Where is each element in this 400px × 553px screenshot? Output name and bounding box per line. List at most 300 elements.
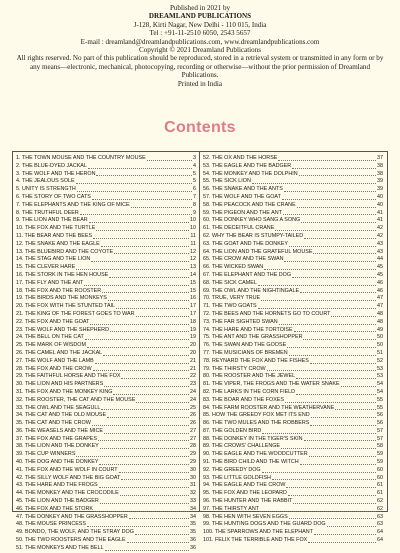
toc-entry-page: 21 xyxy=(190,357,196,364)
toc-leader-dots xyxy=(84,284,189,286)
toc-leader-dots xyxy=(288,494,376,496)
toc-entry-title: 5. UNITY IS STRENGTH xyxy=(16,186,76,193)
toc-entry-page: 42 xyxy=(377,232,383,239)
toc-leader-dots xyxy=(310,424,376,426)
toc-leader-dots xyxy=(285,401,376,403)
toc-entry-title: 1. THE TOWN MOUSE AND THE COUNTRY MOUSE xyxy=(16,155,146,161)
toc-entry-page: 5 xyxy=(193,178,196,185)
toc-entry-title: 26. THE CAMEL AND THE JACKAL xyxy=(16,349,103,356)
toc-leader-dots xyxy=(296,393,376,395)
toc-entry-page: 42 xyxy=(377,225,383,232)
toc-entry xyxy=(16,529,196,537)
toc-entry-page: 35 xyxy=(190,521,196,528)
toc-entry xyxy=(16,334,196,342)
toc-entry-page: 32 xyxy=(190,490,196,497)
toc-entry-title: 53. THE EAGLE AND THE BADGER xyxy=(203,162,292,169)
toc-leader-dots xyxy=(283,213,376,215)
toc-leader-dots xyxy=(296,377,376,379)
toc-entry xyxy=(203,389,383,397)
toc-entry xyxy=(16,241,196,249)
publisher-email: E-mail : dreamland@dreamlandpublications.com, www.dreamlandpublications.com xyxy=(80,37,320,46)
toc-entry-page: 57 xyxy=(377,435,383,442)
toc-entry-page: 48 xyxy=(377,318,383,325)
toc-leader-dots xyxy=(301,221,376,223)
toc-entry-title: 40. THE DOG AND THE DONKEY xyxy=(16,459,99,466)
toc-entry-title: 87. THE GOLDEN BIRD xyxy=(203,427,262,434)
toc-leader-dots xyxy=(94,510,189,512)
toc-entry xyxy=(16,186,196,194)
toc-entry xyxy=(16,303,196,311)
toc-leader-dots xyxy=(109,276,189,278)
toc-entry-title: 45. THE LION AND THE BADGER xyxy=(16,498,99,505)
toc-entry xyxy=(203,272,383,280)
toc-entry-page: 15 xyxy=(190,287,196,294)
toc-leader-dots xyxy=(303,338,376,340)
toc-entry-title: 63. THE GOAT AND THE DONKEY xyxy=(203,240,288,247)
toc-entry xyxy=(16,436,196,444)
toc-entry xyxy=(16,350,196,358)
toc-entry xyxy=(203,163,383,171)
toc-entry-title: 101. FELIX THE TERRIBLE AND THE FOX xyxy=(203,537,308,544)
toc-entry-page: 15 xyxy=(190,279,196,286)
toc-leader-dots xyxy=(310,362,376,364)
toc-entry xyxy=(203,405,383,413)
toc-entry-page: 5 xyxy=(193,170,196,177)
toc-leader-dots xyxy=(314,533,376,535)
toc-leader-dots xyxy=(258,284,376,286)
toc-entry-title: 13. THE BLUEBIRD AND THE COYOTE xyxy=(16,248,114,255)
toc-entry-title: 47. THE DONKEY AND THE GRASSHOPPER xyxy=(16,513,128,520)
toc-entry-page: 50 xyxy=(377,334,383,341)
toc-leader-dots xyxy=(262,432,376,434)
toc-entry-title: 52. THE OX AND THE HORSE xyxy=(203,155,278,161)
toc-leader-dots xyxy=(104,432,189,434)
toc-entry-page: 49 xyxy=(377,326,383,333)
toc-leader-dots xyxy=(93,369,189,371)
toc-entry-page: 54 xyxy=(377,388,383,395)
toc-leader-dots xyxy=(282,198,376,200)
contents-heading xyxy=(0,119,400,137)
toc-leader-dots xyxy=(107,416,189,418)
toc-entry-title: 31. THE FOX AND THE MONKEY KING xyxy=(16,388,113,395)
toc-entry-page: 33 xyxy=(190,498,196,505)
toc-leader-dots xyxy=(93,237,189,239)
toc-entry-title: 17. THE FLY AND THE ANT xyxy=(16,279,84,286)
toc-entry-title: 92. THE GREEDY DOG xyxy=(203,466,261,473)
toc-entry-page: 11 xyxy=(190,240,196,247)
toc-entry-title: 23. THE WOLF AND THE SHEPHERD xyxy=(16,326,109,333)
toc-entry xyxy=(16,171,196,179)
toc-entry xyxy=(203,412,383,420)
toc-entry xyxy=(16,420,196,428)
toc-entry-title: 8. THE TRUTHFUL DEER xyxy=(16,209,79,216)
toc-entry-title: 66. THE WICKED SWAN xyxy=(203,264,264,271)
toc-entry xyxy=(16,545,196,553)
toc-entry xyxy=(16,467,196,475)
toc-entry xyxy=(203,397,383,405)
toc-entry-page: 34 xyxy=(190,513,196,520)
toc-entry-title: 74. THE HARE AND THE TORTOISE xyxy=(203,326,293,333)
toc-entry xyxy=(16,490,196,498)
toc-leader-dots xyxy=(309,455,376,457)
toc-entry-page: 26 xyxy=(190,420,196,427)
toc-entry-page: 47 xyxy=(377,295,383,302)
toc-leader-dots xyxy=(101,408,189,410)
toc-entry-page: 64 xyxy=(377,537,383,544)
toc-entry-page: 17 xyxy=(190,310,196,317)
toc-leader-dots xyxy=(99,486,189,488)
toc-leader-dots xyxy=(110,330,189,332)
toc-leader-dots xyxy=(278,159,376,161)
toc-entry-page: 59 xyxy=(377,459,383,466)
toc-entry xyxy=(203,327,383,335)
toc-entry xyxy=(203,529,383,537)
toc-leader-dots xyxy=(120,494,189,496)
toc-entry-page: 19 xyxy=(190,334,196,341)
toc-entry-page: 29 xyxy=(190,451,196,458)
toc-entry xyxy=(203,202,383,210)
toc-entry-page: 20 xyxy=(190,342,196,349)
toc-entry xyxy=(16,537,196,545)
toc-entry xyxy=(16,280,196,288)
toc-leader-dots xyxy=(136,315,189,317)
toc-leader-dots xyxy=(108,299,189,301)
toc-entry-page: 6 xyxy=(193,186,196,193)
toc-entry xyxy=(203,225,383,233)
toc-entry-title: 35. THE CAT AND THE CROW xyxy=(16,420,91,427)
toc-entry-title: 20. THE FOX WITH THE STUNTED TAIL xyxy=(16,303,116,310)
toc-entry-title: 69. THE OWL AND THE NIGHTINGALE xyxy=(203,287,300,294)
imprint-block xyxy=(0,4,400,88)
toc-leader-dots xyxy=(119,471,189,473)
toc-leader-dots xyxy=(88,167,192,169)
toc-leader-dots xyxy=(335,408,376,410)
toc-entry-page: 50 xyxy=(377,342,383,349)
toc-entry xyxy=(203,171,383,179)
toc-entry-title: 50. THE TWO ROOSTERS AND THE EAGLE xyxy=(16,537,126,544)
toc-entry-page: 36 xyxy=(190,544,196,551)
toc-entry-title: 70. TRUE, VERY TRUE xyxy=(203,295,261,302)
toc-entry-page: 41 xyxy=(377,217,383,224)
toc-entry-page: 16 xyxy=(190,295,196,302)
toc-entry xyxy=(203,303,383,311)
toc-leader-dots xyxy=(299,174,376,176)
toc-entry xyxy=(16,451,196,459)
toc-leader-dots xyxy=(131,206,192,208)
toc-entry-page: 27 xyxy=(190,435,196,442)
toc-entry-page: 39 xyxy=(377,186,383,193)
toc-entry xyxy=(16,405,196,413)
toc-entry xyxy=(16,358,196,366)
toc-entry-page: 60 xyxy=(377,474,383,481)
toc-entry xyxy=(16,233,196,241)
toc-entry-title: 38. THE LION AND THE DONKEY xyxy=(16,443,99,450)
toc-leader-dots xyxy=(313,252,376,254)
toc-entry-title: 84. THE FARM ROOSTER AND THE WEATHERVANE xyxy=(203,404,335,411)
toc-entry-page: 46 xyxy=(377,279,383,286)
toc-entry-page: 26 xyxy=(190,412,196,419)
toc-entry xyxy=(203,233,383,241)
toc-entry-title: 43. THE HARE AND THE FROGS xyxy=(16,482,98,489)
toc-entry-title: 81. THE VIPER, THE FROGS AND THE WATER SNAKE xyxy=(203,381,340,388)
toc-entry xyxy=(203,288,383,296)
toc-entry-title: 44. THE MONKEY AND THE CROCODILE xyxy=(16,490,119,497)
toc-entry-title: 4. THE JEALOUS SOLE xyxy=(16,178,75,185)
toc-leader-dots xyxy=(281,447,376,449)
toc-entry-title: 72. THE BEES AND THE HORNETS GO TO COURT xyxy=(203,310,331,317)
toc-entry xyxy=(203,358,383,366)
toc-entry xyxy=(203,451,383,459)
toc-leader-dots xyxy=(103,354,189,356)
toc-entry xyxy=(16,381,196,389)
toc-entry-page: 10 xyxy=(190,217,196,224)
toc-entry xyxy=(203,490,383,498)
toc-leader-dots xyxy=(136,401,189,403)
toc-entry-title: 68. THE SICK CAMEL xyxy=(203,279,257,286)
toc-entry xyxy=(16,459,196,467)
toc-leader-dots xyxy=(92,198,192,200)
toc-leader-dots xyxy=(114,252,189,254)
toc-entry-page: 54 xyxy=(377,381,383,388)
toc-entry-title: 56. THE SNAKE AND THE ANTS xyxy=(203,186,283,193)
toc-leader-dots xyxy=(87,525,189,527)
toc-leader-dots xyxy=(308,541,376,543)
toc-entry-page: 46 xyxy=(377,287,383,294)
toc-entry-page: 52 xyxy=(377,357,383,364)
toc-entry xyxy=(203,475,383,483)
toc-leader-dots xyxy=(121,478,189,480)
toc-entry-page: 38 xyxy=(377,170,383,177)
toc-entry-title: 6. THE STORY OF TWO CATS xyxy=(16,193,91,200)
toc-entry-title: 67. THE ELEPHANT AND THE DOG xyxy=(203,271,292,278)
toc-leader-dots xyxy=(121,377,189,379)
toc-leader-dots xyxy=(267,369,376,371)
copyright-line: Copyright © 2021 Dreamland Publications xyxy=(138,46,262,55)
toc-leader-dots xyxy=(292,276,376,278)
toc-entry xyxy=(203,342,383,350)
toc-entry xyxy=(203,249,383,257)
toc-entry-title: 78. REYNARD THE FOX AND THE FISHES xyxy=(203,357,309,364)
toc-entry-title: 100. THE SPARROWS AND THE ELEPHANT xyxy=(203,529,313,536)
toc-entry xyxy=(203,443,383,451)
toc-entry-title: 64. THE LION AND THE GRATEFUL MOUSE xyxy=(203,248,313,255)
toc-entry-title: 16. THE STORK IN THE HEN HOUSE xyxy=(16,271,109,278)
toc-entry-title: 83. THE BOAR AND THE FOXES xyxy=(203,396,284,403)
toc-entry-title: 36. THE WEASELS AND THE MICE xyxy=(16,427,103,434)
toc-entry-page: 61 xyxy=(377,490,383,497)
toc-entry xyxy=(203,350,383,358)
toc-leader-dots xyxy=(135,533,189,535)
toc-entry-page: 4 xyxy=(193,162,196,169)
toc-entry-page: 27 xyxy=(190,427,196,434)
toc-leader-dots xyxy=(85,338,189,340)
publisher-telephone: Tel : +91-11-2510 6050, 2543 5657 xyxy=(149,29,251,38)
toc-entry xyxy=(16,506,196,514)
toc-entry-page: 56 xyxy=(377,412,383,419)
toc-entry-page: 19 xyxy=(190,326,196,333)
toc-entry-page: 58 xyxy=(377,443,383,450)
toc-entry xyxy=(203,381,383,389)
toc-entry-title: 80. THE ROOSTER AND THE JEWEL xyxy=(203,373,296,380)
toc-entry-page: 64 xyxy=(377,529,383,536)
toc-entry-page: 17 xyxy=(190,303,196,310)
toc-entry xyxy=(203,334,383,342)
toc-entry-title: 57. THE WOLF AND THE GOAT xyxy=(203,193,281,200)
toc-entry xyxy=(203,459,383,467)
toc-entry xyxy=(203,537,383,545)
toc-entry xyxy=(16,249,196,257)
toc-leader-dots xyxy=(341,385,376,387)
toc-leader-dots xyxy=(284,260,376,262)
toc-entry-page: 30 xyxy=(190,466,196,473)
toc-entry xyxy=(16,327,196,335)
toc-entry xyxy=(16,443,196,451)
toc-column-divider xyxy=(199,151,200,512)
toc-entry-title: 58. THE PEACOCK AND THE CRANE xyxy=(203,201,296,208)
toc-entry-title: 86. THE TWO MULES AND THE ROBBERS xyxy=(203,420,310,427)
toc-entry-page: 57 xyxy=(377,427,383,434)
toc-entry-page: 43 xyxy=(377,248,383,255)
toc-leader-dots xyxy=(262,471,376,473)
toc-entry xyxy=(16,272,196,280)
toc-entry xyxy=(16,288,196,296)
toc-entry-title: 18. THE FOX AND THE ROOSTER xyxy=(16,287,102,294)
toc-entry-page: 51 xyxy=(377,349,383,356)
toc-entry-title: 99. THE HUNTING DOGS AND THE GUARD DOG xyxy=(203,521,326,528)
toc-leader-dots xyxy=(102,291,189,293)
toc-entry xyxy=(203,311,383,319)
toc-entry xyxy=(203,241,383,249)
toc-entry xyxy=(203,420,383,428)
toc-entry-title: 7. THE ELEPHANTS AND THE KING OF MICE xyxy=(16,201,130,208)
toc-leader-dots xyxy=(289,245,376,247)
toc-entry-page: 7 xyxy=(193,193,196,200)
toc-leader-dots xyxy=(264,268,376,270)
toc-leader-dots xyxy=(80,213,192,215)
toc-leader-dots xyxy=(272,478,376,480)
toc-entry-title: 15. THE CLEVER HARE xyxy=(16,264,76,271)
toc-leader-dots xyxy=(113,393,189,395)
toc-entry-page: 40 xyxy=(377,201,383,208)
toc-entry xyxy=(16,295,196,303)
toc-entry-title: 37. THE FOX AND THE GRAPES xyxy=(16,435,97,442)
toc-entry-title: 98. THE HEN WITH SEVEN EGGS xyxy=(203,513,288,520)
toc-entry-title: 32. THE ROOSTER, THE CAT AND THE MOUSE xyxy=(16,396,136,403)
toc-entry-title: 28. THE FOX AND THE CROW xyxy=(16,365,92,372)
toc-entry-page: 29 xyxy=(190,459,196,466)
toc-leader-dots xyxy=(96,229,189,231)
toc-entry-title: 82. THE LARKS IN THE CORN FIELD xyxy=(203,388,296,395)
toc-entry xyxy=(203,186,383,194)
toc-leader-dots xyxy=(99,463,189,465)
toc-leader-dots xyxy=(89,221,189,223)
toc-entry-title: 10. THE FOX AND THE TURTLE xyxy=(16,225,96,232)
toc-leader-dots xyxy=(294,330,376,332)
toc-entry-page: 39 xyxy=(377,178,383,185)
toc-entry-page: 45 xyxy=(377,271,383,278)
toc-entry-page: 53 xyxy=(377,373,383,380)
toc-entry xyxy=(203,521,383,529)
toc-entry-page: 35 xyxy=(190,529,196,536)
toc-entry-page: 38 xyxy=(377,162,383,169)
toc-entry-page: 45 xyxy=(377,264,383,271)
toc-entry xyxy=(16,498,196,506)
toc-entry-page: 37 xyxy=(377,155,383,161)
toc-entry-page: 24 xyxy=(190,396,196,403)
toc-leader-dots xyxy=(147,159,192,161)
toc-entry xyxy=(203,366,383,374)
toc-leader-dots xyxy=(287,346,376,348)
toc-entry-title: 91. THE BIRD CHILD AND THE WITCH xyxy=(203,459,299,466)
toc-entry-title: 77. THE MUSICIANS OF BREMEN xyxy=(203,349,288,356)
toc-entry-title: 97. THE THIRSTY ANT xyxy=(203,505,260,512)
toc-entry-title: 41. THE FOX AND THE WOLF IN COURT xyxy=(16,466,118,473)
toc-leader-dots xyxy=(304,439,377,441)
toc-entry xyxy=(16,163,196,171)
published-line: Published in 2021 by xyxy=(169,4,231,12)
toc-leader-dots xyxy=(76,268,189,270)
toc-entry xyxy=(16,521,196,529)
toc-entry-page: 23 xyxy=(190,381,196,388)
toc-entry-page: 9 xyxy=(193,209,196,216)
toc-entry xyxy=(203,194,383,202)
toc-entry-page: 62 xyxy=(377,498,383,505)
toc-entry-title: 93. THE LITTLE GOLDFISH xyxy=(203,474,271,481)
toc-leader-dots xyxy=(260,510,376,512)
toc-entry-title: 29. THE FAITHFUL HORSE AND THE FOX xyxy=(16,373,121,380)
toc-leader-dots xyxy=(311,416,376,418)
toc-leader-dots xyxy=(87,346,189,348)
toc-leader-dots xyxy=(101,245,190,247)
toc-leader-dots xyxy=(77,190,192,192)
toc-leader-dots xyxy=(289,354,376,356)
toc-entry-page: 55 xyxy=(377,404,383,411)
printed-in: Printed in India xyxy=(177,79,223,88)
toc-leader-dots xyxy=(95,362,189,364)
toc-entry xyxy=(16,428,196,436)
toc-entry xyxy=(203,155,383,163)
toc-entry xyxy=(16,155,196,163)
toc-entry-title: 73. THE FAR SIGHTED SWAN xyxy=(203,318,278,325)
toc-entry xyxy=(16,217,196,225)
toc-entry xyxy=(16,178,196,186)
toc-entry xyxy=(16,194,196,202)
toc-entry-page: 48 xyxy=(377,310,383,317)
toc-leader-dots xyxy=(275,229,376,231)
toc-entry xyxy=(203,319,383,327)
toc-leader-dots xyxy=(127,541,189,543)
toc-entry-title: 12. THE SNAKE AND THE EAGLE xyxy=(16,240,100,247)
toc-entry xyxy=(203,467,383,475)
toc-entry-page: 13 xyxy=(190,264,196,271)
toc-entry-title: 61. THE DECEITFUL CRANE xyxy=(203,225,275,232)
toc-entry-title: 71. THE TWO GOATS xyxy=(203,303,257,310)
toc-entry xyxy=(203,506,383,514)
toc-entry-page: 61 xyxy=(377,482,383,489)
publisher-address: J-128, Kirti Nagar, New Delhi - 110 015, India xyxy=(133,20,267,29)
toc-entry-title: 60. THE DONKEY WHO SANG A SONG xyxy=(203,217,301,224)
toc-entry-title: 54. THE MONKEY AND THE DOLPHIN xyxy=(203,170,298,177)
toc-entry-title: 85. HOW THE GREEDY FOX MET ITS END xyxy=(203,412,310,419)
toc-leader-dots xyxy=(100,502,189,504)
toc-entry-page: 8 xyxy=(193,201,196,208)
toc-entry-title: 90. THE EAGLE AND THE WOODCUTTER xyxy=(203,451,308,458)
toc-entry-page: 18 xyxy=(190,318,196,325)
toc-entry-page: 12 xyxy=(190,248,196,255)
toc-entry xyxy=(16,397,196,405)
toc-entry-title: 39. THE CUP WINNERS xyxy=(16,451,76,458)
toc-entry-title: 79. THE THIRSTY CROW xyxy=(203,365,266,372)
